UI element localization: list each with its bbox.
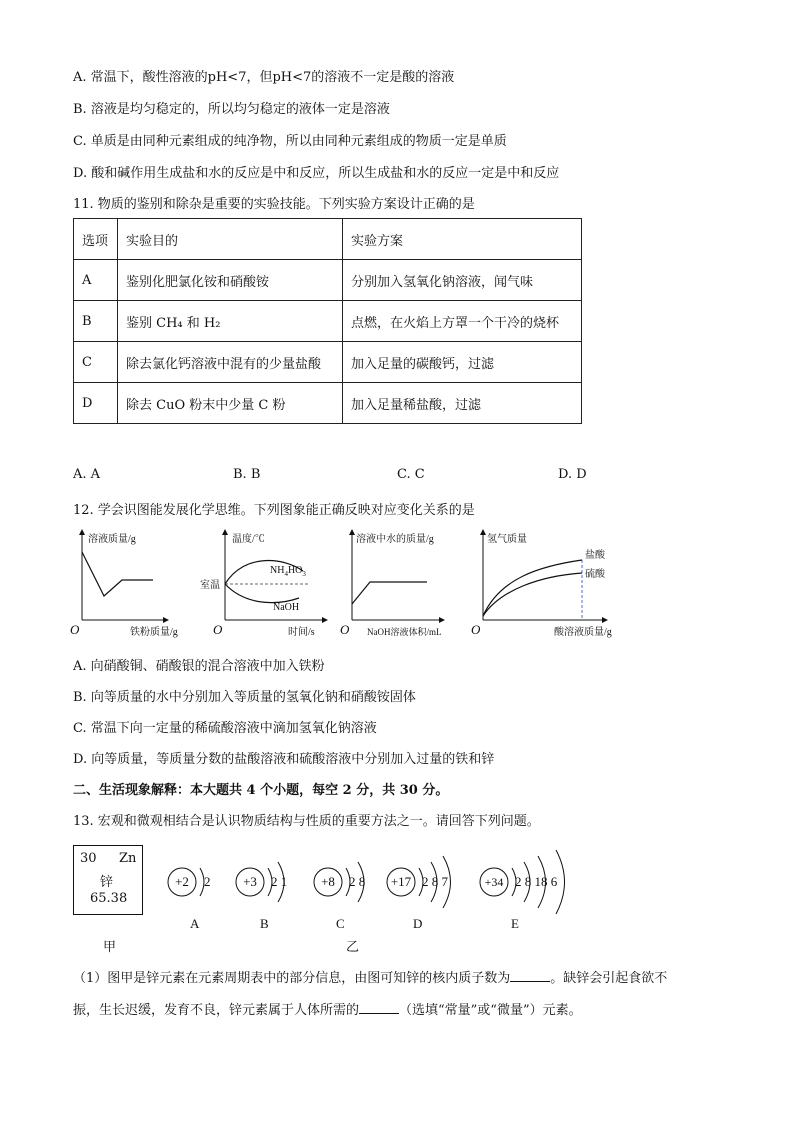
table-header-cell: 实验目的 [118, 219, 343, 260]
label-yi: 乙 [346, 940, 360, 955]
section-2-title: 二、生活现象解释：本大题共 4 个小题，每空 2 分，共 30 分。 [73, 783, 449, 798]
table-header-cell: 实验方案 [343, 219, 582, 260]
graph-b-bottom-label: NaOH [273, 602, 300, 613]
q11-choice-c: C. C [397, 467, 425, 482]
atom-c [314, 862, 365, 931]
graph-d-bottom-label: 硫酸 [585, 569, 605, 580]
atom-b-nucleus: +3 [243, 874, 257, 889]
element-atomic-number: 30 [80, 851, 97, 866]
graph-b-top-label: $NH_4HO_3$ [270, 565, 306, 578]
q10-option-a: A. 常温下，酸性溶液的pH<7，但pH<7的溶液不一定是酸的溶液 [73, 70, 455, 85]
q13-sub1-line1 [73, 967, 667, 986]
graph-b-naoh-curve [225, 584, 299, 603]
atom-c-label: C [336, 916, 345, 931]
graph-a-ylabel: 溶液质量/g [88, 534, 136, 545]
atom-b-shells: 2 1 [271, 874, 288, 889]
graph-b-xlabel: 时间/s [288, 627, 315, 638]
q11-table [73, 218, 582, 424]
q10-option-d: D. 酸和碱作用生成盐和水的反应是中和反应，所以生成盐和水的反应一定是中和反应 [73, 166, 560, 181]
table-cell: 分别加入氢氧化钠溶液，闻气味 [343, 260, 582, 301]
table-cell: 加入足量稀盐酸，过滤 [343, 383, 582, 424]
table-cell: 加入足量的碳酸钙，过滤 [343, 342, 582, 383]
atom-a-label: A [190, 916, 200, 931]
graph-b-room-label: 室温 [200, 580, 220, 591]
atom-structure-diagrams [160, 840, 600, 935]
element-card-zinc [73, 845, 143, 915]
graph-a-origin: O [70, 622, 80, 637]
q11-choices [0, 467, 794, 485]
table-cell: C [74, 342, 118, 383]
q11-choice-d: D. D [558, 467, 587, 482]
atom-b [236, 862, 287, 931]
table-row [74, 383, 582, 424]
q10-option-b: B. 溶液是均匀稳定的，所以均匀稳定的液体一定是溶液 [73, 102, 390, 117]
q13-stem: 13. 宏观和微观相结合是认识物质结构与性质的重要方法之一。请回答下列问题。 [73, 814, 540, 829]
atom-b-label: B [260, 916, 269, 931]
atom-c-nucleus: +8 [321, 874, 335, 889]
graph-d [471, 532, 612, 638]
table-row [74, 260, 582, 301]
graph-b-ylabel: 温度/℃ [232, 534, 265, 545]
atom-e-shells: 2 8 18 6 [515, 874, 558, 889]
q13-sub1-text-b: 。缺锌会引起食欲不 [550, 971, 668, 986]
atom-a-shells: 2 [204, 874, 211, 889]
q13-sub1-line2 [73, 999, 582, 1018]
q11-stem: 11. 物质的鉴别和除杂是重要的实验技能。下列实验方案设计正确的是 [73, 197, 475, 212]
table-cell: A [74, 260, 118, 301]
q11-choice-b: B. B [233, 467, 261, 482]
graph-a-xlabel: 铁粉质量/g [130, 627, 178, 638]
atom-d-label: D [413, 916, 423, 931]
table-header-cell: 选项 [74, 219, 118, 260]
graph-d-ylabel: 氢气质量 [487, 534, 527, 545]
q13-sub1-text-d: （选填“常量”或“微量”）元素。 [399, 1003, 582, 1018]
q12-option-c: C. 常温下向一定量的稀硫酸溶液中滴加氢氧化钠溶液 [73, 721, 377, 736]
q11-choice-a: A. A [73, 467, 101, 482]
answer-blank-element-type[interactable] [359, 1012, 399, 1014]
graph-d-top-label: 盐酸 [585, 550, 605, 561]
table-cell: B [74, 301, 118, 342]
table-row [74, 301, 582, 342]
atom-a [168, 868, 211, 931]
graph-d-hcl-curve [483, 560, 582, 616]
atom-d-shells: 2 8 7 [422, 874, 448, 889]
table-cell: D [74, 383, 118, 424]
graph-c-origin: O [340, 622, 350, 637]
q12-option-d: D. 向等质量，等质量分数的盐酸溶液和硫酸溶液中分别加入过量的铁和锌 [73, 752, 495, 767]
table-cell: 点燃，在火焰上方罩一个干冷的烧杯 [343, 301, 582, 342]
table-cell: 除去氯化钙溶液中混有的少量盐酸 [118, 342, 343, 383]
graph-b-origin: O [213, 622, 223, 637]
atom-e-label: E [511, 916, 519, 931]
graph-a [70, 532, 178, 638]
graph-c-ylabel: 溶液中水的质量/g [356, 534, 434, 545]
table-cell: 除去 CuO 粉末中少量 C 粉 [118, 383, 343, 424]
element-mass: 65.38 [90, 891, 128, 906]
graph-a-curve [82, 552, 153, 596]
graph-b [200, 532, 325, 638]
atom-e [480, 850, 565, 931]
atom-e-nucleus: +34 [484, 875, 504, 889]
q13-sub1-text-c: 振，生长迟缓，发育不良，锌元素属于人体所需的 [73, 1003, 360, 1018]
answer-blank-proton-number[interactable] [510, 980, 550, 982]
q10-option-c: C. 单质是由同种元素组成的纯净物，所以由同种元素组成的物质一定是单质 [73, 134, 507, 149]
graph-c [340, 532, 442, 637]
graph-d-xlabel: 酸溶液质量/g [554, 627, 612, 638]
element-symbol: Zn [119, 851, 137, 866]
table-cell: 鉴别化肥氯化铵和硝酸铵 [118, 260, 343, 301]
atom-d-nucleus: +17 [390, 874, 412, 889]
q12-option-a: A. 向硝酸铜、硝酸银的混合溶液中加入铁粉 [73, 659, 325, 674]
table-header-row [74, 219, 582, 260]
element-name: 锌 [100, 875, 114, 890]
label-jia: 甲 [103, 940, 117, 955]
q13-sub1-text-a: （1）图甲是锌元素在元素周期表中的部分信息，由图可知锌的核内质子数为 [73, 971, 511, 986]
table-row [74, 342, 582, 383]
q12-stem: 12. 学会识图能发展化学思维。下列图象能正确反映对应变化关系的是 [73, 503, 475, 518]
graph-d-origin: O [471, 622, 481, 637]
atom-d [387, 856, 451, 931]
graph-c-xlabel: NaOH溶液体积/mL [367, 627, 442, 637]
q12-graphs [70, 528, 630, 640]
table-cell: 鉴别 CH₄ 和 H₂ [118, 301, 343, 342]
atom-a-nucleus: +2 [175, 874, 189, 889]
q12-option-b: B. 向等质量的水中分别加入等质量的氢氧化钠和硝酸铵固体 [73, 690, 416, 705]
atom-c-shells: 2 8 [349, 874, 366, 889]
graph-c-curve [352, 582, 427, 604]
